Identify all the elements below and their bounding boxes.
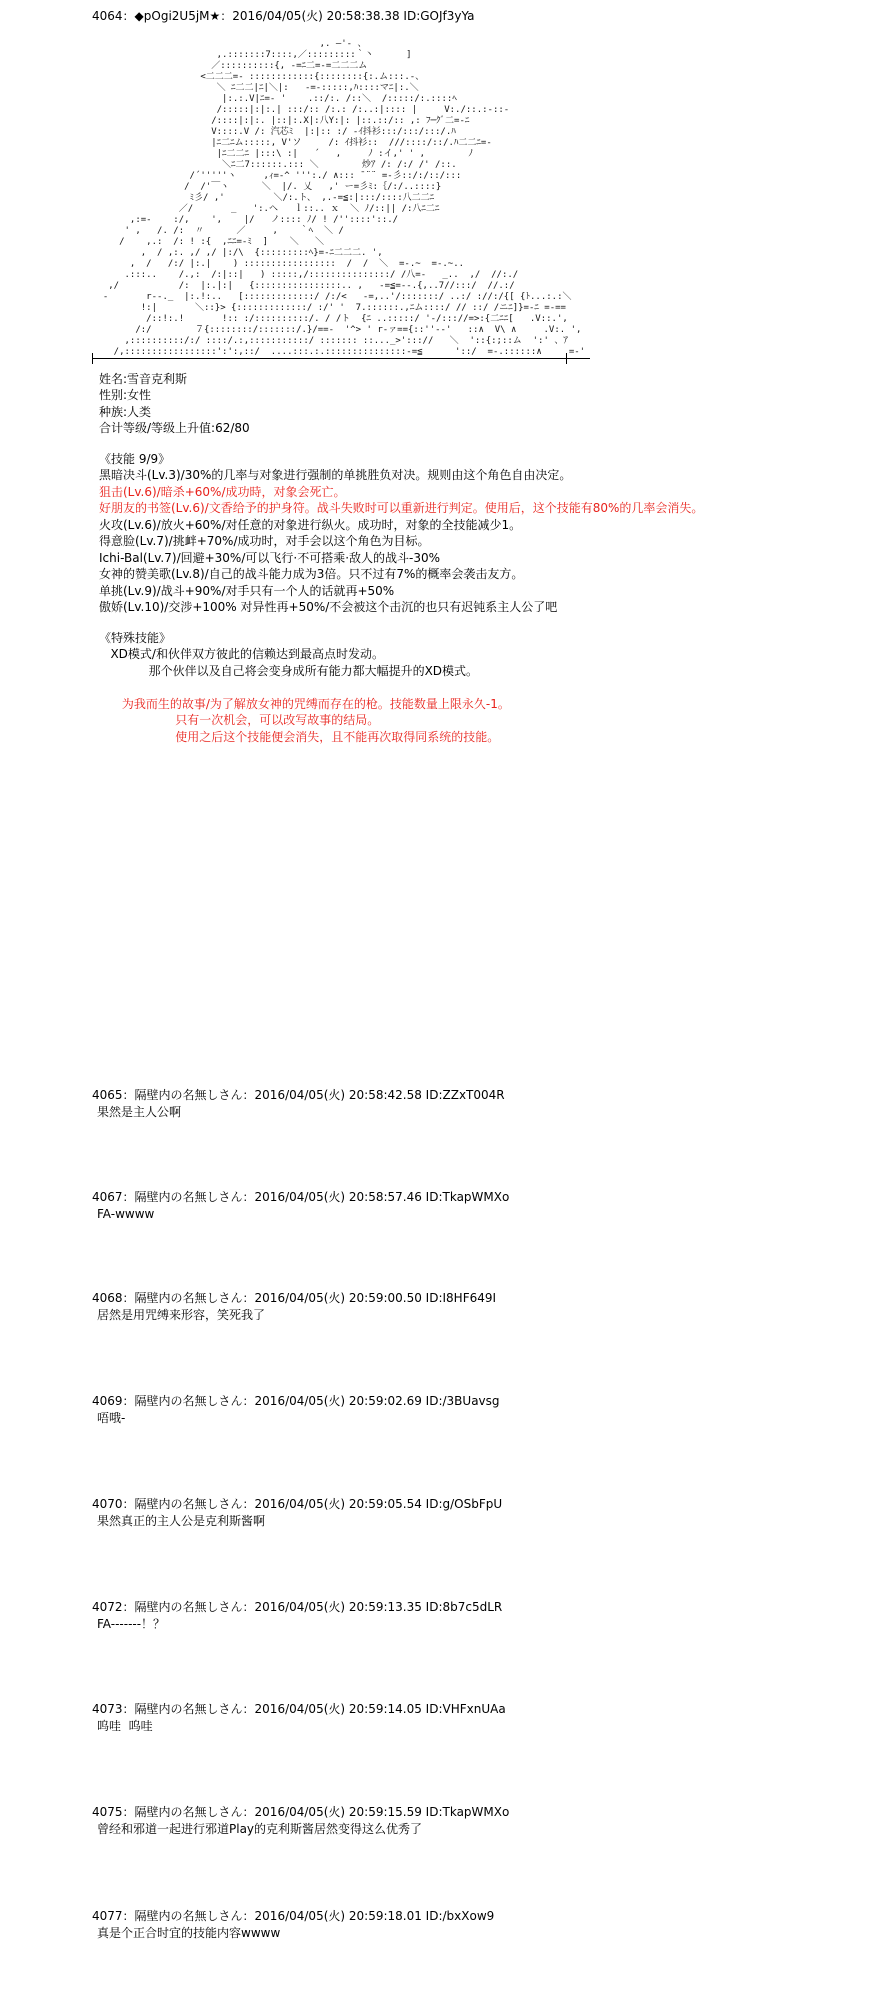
special-skills-list: [99, 646, 872, 745]
post-header: 4075：隔壁内の名無しさん：2016/04/05(火) 20:59:15.59 ID:TkapWMXo: [92, 1805, 510, 1819]
reply-post: [92, 1599, 872, 1632]
stats-list: [99, 371, 872, 437]
post-body: 呜哇 呜哇: [97, 1718, 153, 1733]
post-body: 曾经和邪道一起进行邪道Play的克利斯酱居然变得这么优秀了: [97, 1821, 423, 1836]
post-body: 真是个正合时宜的技能内容wwww: [97, 1925, 281, 1940]
post-body: 居然是用咒缚来形容，笑死我了: [97, 1307, 266, 1322]
ascii-art-row: !:| ＼::}> {:::::::::::::/ :/' ' 7.::::::.,ﾆム::::/ // ::/ /ニﾆ]}=-ﾆ =-==: [92, 302, 566, 313]
ascii-art-row: ,.:::::::7::::,／:::::::::｀丶 ]: [92, 49, 412, 60]
post-header: 4069：隔壁内の名無しさん：2016/04/05(火) 20:59:02.69 ID:/3BUavsg: [92, 1394, 500, 1408]
ascii-art-row: /,:::::::::::::::::':':,::/ ....:::.:.:::::::::::::::-=≦ '::/ =-.::::::∧ =-': [92, 346, 586, 357]
skill-line: 傲娇(Lv.10)/交涉+100% 对异性再+50%/不会被这个击沉的也只有迟钝系主人公了吧: [99, 600, 558, 614]
ascii-art-row: /:/ ７{::::::::/:::::::/.}/==- '^> ' r-ァ=={::''--' ::∧ V\ ∧ .V:. ',: [92, 324, 582, 335]
reply-post: [92, 1393, 872, 1426]
main-post: [92, 8, 872, 745]
skill-line: 狙击(Lv.6)/暗杀+60%/成功時，对象会死亡。: [99, 484, 346, 499]
ascii-art-row: |ﾆ二ﾆム:::::, V'ソ /: ｲ抖衫:: ///::::/::/.ﾊ二二ﾆ=-: [92, 137, 492, 148]
reply-post: [92, 1496, 872, 1529]
ascii-art-baseline: [92, 358, 590, 359]
ascii-art-row: ,:=- :/, ', |/ ノ:::: ﾉ/ ! /''::::'::./: [92, 214, 399, 225]
stat-line: 合计等级/等级上升值:62/80: [99, 421, 250, 435]
ascii-art-row: ／/ _ ':.ヘ ｌ::.. ｘ ＼ ﾉ/::|| /:八ﾆ二ﾆ: [92, 203, 440, 214]
post-body: 唔哦-: [97, 1410, 126, 1425]
skill-line: 黑暗决斗(Lv.3)/30%的几率与对象进行强制的单挑胜负对决。规则由这个角色自由决定。: [99, 468, 572, 482]
post-header: 4072：隔壁内の名無しさん：2016/04/05(火) 20:59:13.35 ID:8b7c5dLR: [92, 1600, 503, 1614]
special-skill-line: 那个伙伴以及自己将会变身成所有能力都大幅提升的XD模式。: [99, 663, 479, 678]
reply-post: [92, 1908, 872, 1941]
ascii-art-row: ＼ﾆ二7::::::.::: ＼ 炒ｱ /: /:/ /' /::.: [92, 159, 457, 170]
post-body: FA-wwww: [97, 1206, 155, 1221]
special-skills-title: 《特殊技能》: [99, 630, 172, 645]
skill-line: Ichi-Bal(Lv.7)/回避+30%/可以飞行·不可搭乘·敌人的战斗-30%: [99, 550, 441, 565]
skill-line: 单挑(Lv.9)/战斗+90%/对手只有一个人的话就再+50%: [99, 583, 395, 598]
ascii-art-row: ／::::::::::{, -=ﾆ二=-=二二二ム: [92, 60, 368, 71]
post-body: FA-------！？: [97, 1616, 166, 1631]
ascii-art-row: , / ,:. ,/ ,/ |:/\ {:::::::::ﾍ}=-ﾆ二二二. ',: [92, 247, 383, 258]
ascii-art-row: ,. ―'‐ 、: [92, 38, 367, 49]
ascii-art-row: ' , /. /: 〃 ／ , ｀ﾍ ＼ /: [92, 225, 344, 236]
stat-line: 种族:人类: [99, 404, 152, 419]
stat-line: 姓名:雪音克利斯: [99, 371, 188, 386]
special-skill-line: 为我而生的故事/为了解放女神的咒缚而存在的枪。技能数量上限永久-1。: [99, 696, 510, 711]
ascii-art-row: ,::::::::::/:/ ::::/.:,:::::::::::/ ::::::: ::..._>':::// ＼ '::{:;::ム ':' 、ｱ: [92, 335, 568, 346]
post-header: 4077：隔壁内の名無しさん：2016/04/05(火) 20:59:18.01 ID:/bxXow9: [92, 1909, 495, 1923]
ascii-art-row: ﾐ彡/ ,' ＼/:.ト、 ,.-=≦:|:::/::::八二二ﾆ: [92, 192, 435, 203]
ascii-art-row: |:.:.V|ﾆ=- ' .::/:. /::＼ /:::::/:.::::ﾍ: [92, 93, 457, 104]
reply-post: [92, 1290, 872, 1323]
ascii-art-row: ＼ ﾆ二二|ﾆ|＼|: -=-:::::,ﾊ::::マﾆ|:.＼: [92, 82, 419, 93]
ascii-art-row: - r--._ |:.!:.. [:::::::::::::/ /:/< -=,..'/:::::::/ ..:/ ://:/{[ {ﾄ...:.:＼: [92, 291, 572, 302]
ascii-art-row: /:::::|:|:.| :::/:: /:.: /:..:|:::: | V:./::.:-::-: [92, 104, 510, 115]
skill-line: 得意脸(Lv.7)/挑衅+70%/成功时，对手会以这个角色为目标。: [99, 534, 430, 548]
reply-post: [92, 1701, 872, 1734]
ascii-art-row: V::::.V /: 汽芯ﾐ |:|:: :/ -ｲ抖衫:::/:::/:::/.ﾊ: [92, 126, 462, 137]
reply-post: [92, 1189, 872, 1222]
ascii-art-row: , / /:/ |:.| ) ::::::::::::::::: / / ＼ =-.~ =-.~..: [92, 258, 465, 269]
ascii-art-row: <二二二=- ::::::::::::{::::::::{:.ム:::.-、: [92, 71, 425, 82]
special-skill-line: [99, 679, 872, 696]
post-header: 4068：隔壁内の名無しさん：2016/04/05(火) 20:59:00.50 ID:I8HF649I: [92, 1291, 497, 1305]
special-skill-line: XD模式/和伙伴双方彼此的信赖达到最高点时发动。: [99, 647, 384, 661]
post-header: 4064：◆pOgi2U5jM★：2016/04/05(火) 20:58:38.38 ID:GOJf3yYa: [92, 9, 475, 23]
special-skill-line: 使用之后这个技能便会消失，且不能再次取得同系统的技能。: [99, 729, 500, 744]
ascii-art-row: / /'￣ヽ ＼ |/. 乂 ,' ー=彡ﾐ:｛/:/..::::}: [92, 181, 442, 192]
special-skill-line: 只有一次机会，可以改写故事的结局。: [99, 713, 380, 727]
ascii-art-row: /::!:.! !:: :/::::::::::/. / /ト {ﾆ ..:::::/ '-/::://=>:{二ﾆﾆ[ .V::.',: [92, 313, 568, 324]
skills-list: [99, 467, 872, 616]
ascii-art-row: /´'''''ヽ ,ｨ=-^ ''':./ ∧::: ̄ ¨¨ =-彡::/:/::/:::: [92, 170, 462, 181]
post-header: 4067：隔壁内の名無しさん：2016/04/05(火) 20:58:57.46 ID:TkapWMXo: [92, 1190, 510, 1204]
character-sheet: [92, 371, 872, 746]
post-header: 4070：隔壁内の名無しさん：2016/04/05(火) 20:59:05.54 ID:g/OSbFpU: [92, 1497, 503, 1511]
post-header: 4073：隔壁内の名無しさん：2016/04/05(火) 20:59:14.05 ID:VHFxnUAa: [92, 1702, 506, 1716]
skills-title: 《技能 9/9》: [99, 451, 171, 466]
skill-line: 火攻(Lv.6)/放火+60%/对任意的对象进行纵火。成功时，对象的全技能减少1。: [99, 517, 522, 532]
ascii-art-row: ,/ /: |:.|:| {::::::::::::::::.. , -=≦=--.{,..7//:::/ //.:/: [92, 280, 515, 291]
reply-post: [92, 1804, 872, 1837]
ascii-art-row: .:::.. /.,: /:|::| ) :::::,/:::::::::::::::/ /八=- _.. ,/ //:./: [92, 269, 519, 280]
skill-line: 好朋友的书签(Lv.6)/文香给予的护身符。战斗失败时可以重新进行判定。使用后，这个技能有80%的几率会消失。: [99, 501, 704, 515]
ascii-art-row: |ﾆ二二ﾆ |:::\ :| ´ , ﾉ :イ,' ' , ﾉ: [92, 148, 473, 159]
post-body: 果然是主人公啊: [97, 1104, 182, 1119]
post-header: 4065：隔壁内の名無しさん：2016/04/05(火) 20:58:42.58 ID:ZZxT004R: [92, 1088, 505, 1102]
ascii-art-row: / ,.: /: ! :{ ,ﾆﾆ=-ﾐ ] ＼ ＼: [92, 236, 324, 247]
ascii-art-row: /::::|:|:. |::|:.X|:八Y:|: |::.::/:: ,: ﾌ─ｸﾞ二=-ﾆ: [92, 115, 470, 126]
stat-line: 性别:女性: [99, 388, 152, 402]
reply-post: [92, 1087, 872, 1120]
post-body: 果然真正的主人公是克利斯酱啊: [97, 1513, 266, 1528]
skill-line: 女神的赞美歌(Lv.8)/自己的战斗能力成为3倍。只不过有7%的概率会袭击友方。: [99, 567, 524, 581]
ascii-art: [92, 25, 632, 357]
